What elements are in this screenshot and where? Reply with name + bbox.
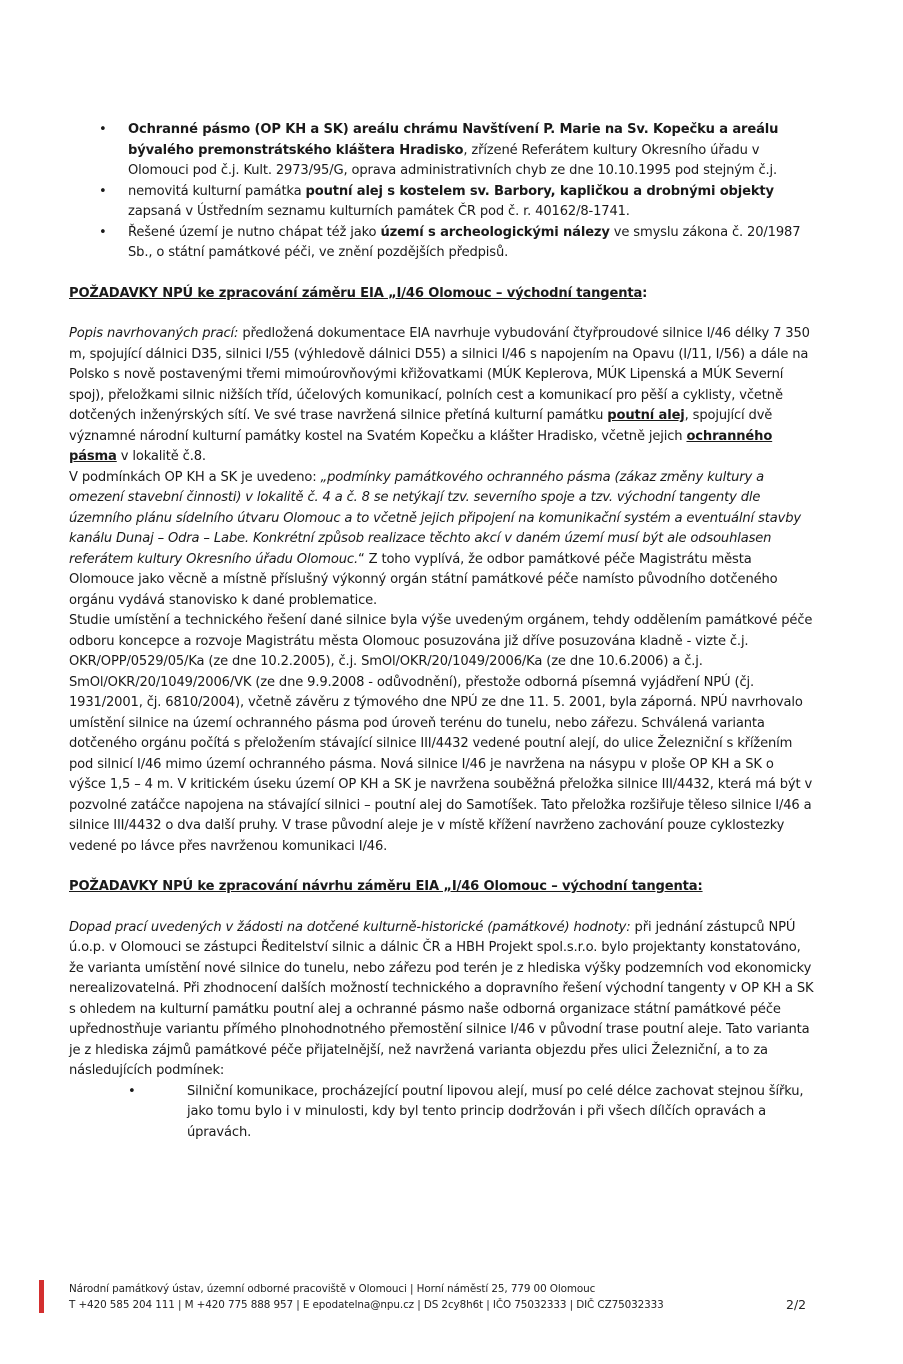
bold-text: území s archeologickými nálezy <box>380 224 610 240</box>
link-ochranne-pasmo: ochranného pásma <box>69 428 773 464</box>
paragraph-study: Studie umístění a technického řešení dané silnice byla výše uvedeným orgánem, tehdy oddělením památkové péče odboru koncepce a rozvoje Magistrátu města Olomouc posuzována již dříve posuzována kladně - vizte č.j. OKR/OPP/0529/05/Ka (ze dne 10.2.2005), č.j. SmOl/OKR/20/1049/2006/Ka (ze dne 10.6.2006) a č.j. SmOl/OKR/20/1049/2006/VK (ze dne 9.9.2008 - odůvodnění), přestože odborná písemná vyjádření NPÚ (čj. 1931/2001, čj. 6810/2004), včetně závěru z týmového dne NPÚ ze dne 11. 5. 2001, byla záporná. NPÚ navrhovalo umístění silnice na území ochranného pásma pod úroveň terénu do tunelu, nebo zářezu. Schválená varianta dotčeného orgánu počítá s přeložením stávající silnice III/4432 vedené poutní alejí, do ulice Železniční s křížením pod silnicí I/46 mimo území ochranného pásma. Nová silnice I/46 je navržena na násypu v ploše OP KH a SK o výšce 1,5 – 4 m. V kritickém úseku území OP KH a SK je navržena souběžná přeložka silnice III/4432, která má být v pozvolné zatáčce napojena na stávající silnici – poutní alej do Samotíšek. Tato přeložka rozšiřuje těleso silnice I/46 a silnice III/4432 o dva další pruhy. V trase původní aleje je v místě křížení navrženo zachování pouze cyklostezky vedené po lávce přes navrženou komunikaci I/46. <box>69 613 813 854</box>
footer-contacts: T +420 585 204 111 | M +420 775 888 957 | E epodatelna@npu.cz | DS 2cy8h6t | IČO 75032333 | DIČ CZ75032333 <box>69 1298 664 1311</box>
paragraph-description: Popis navrhovaných prací: předložená dokumentace EIA navrhuje vybudování čtyřproudové silnice I/46 délky 7 350 m, spojující dálnici D35, silnici I/55 (výhledově dálnici D55) a silnici I/46 s napojením na Opavu (I/11, I/56) a dále na Polsko s nově postavenými třemi mimoúrovňovými křižovatkami (MÚK Keplerova, MÚK Lipenská a MÚK Severní spoj), přeložkami silnic nižších tříd, účelových komunikací, polních cest a komunikací pro pěší a cyklisty, včetně dotčených inženýrských sítí. Ve své trase navržená silnice přetíná kulturní památku poutní alej, spojující dvě významné národní kulturní památky kostel na Svatém Kopečku a klášter Hradisko, včetně jejich ochranného pásma v lokalitě č.8. <box>69 326 810 464</box>
section-heading-1: POŽADAVKY NPÚ ke zpracování záměru EIA „I/46 Olomouc – východní tangenta: <box>69 285 648 301</box>
paragraph-impact: Dopad prací uvedených v žádosti na dotčené kulturně-historické (památkové) hodnoty: při jednání zástupců NPÚ ú.o.p. v Olomouci se zástupci Ředitelství silnic a dálnic ČR a HBH Projekt spol.s.r.o. bylo projektanty konstatováno, že varianta umístění nové silnice do tunelu, nebo zářezu pod terén je z hlediska výšky podzemních vod ekonomicky nerealizovatelná. Při zhodnocení dalších možností technického a dopravního řešení východní tangenty v OP KH a SK s ohledem na kulturní památku poutní alej a ochranné pásmo naše odborná organizace státní památkové péče upřednostňuje variantu přímého plnohodnotného přemostění silnice I/46 v původní trase poutní aleje. Tato varianta je z hlediska zájmů památkové péče přijatelnější, než navržená varianta objezdu přes ulici Železniční, a to za následujících podmínek: <box>69 919 814 1078</box>
footer <box>69 1282 664 1313</box>
paragraph-conditions: V podmínkách OP KH a SK je uvedeno: „podmínky památkového ochranného pásma (zákaz změny kultury a omezení stavební činnosti) v lokalitě č. 4 a č. 8 se netýkají tzv. severního spoje a tzv. východní tangenty dle územního plánu sídelního útvaru Olomouc a to včetně jejich připojení na komunikační systém a eventuální stavby kanálu Dunaj – Odra – Labe. Konkrétní způsob realizace těchto akcí v daném území musí být ale odsouhlasen referátem kultury Okresního úřadu Olomouc.“ Z toho vyplívá, že odbor památkové péče Magistrátu města Olomouce jako věcně a místně příslušný výkonný orgán státní památkové péče namísto původního dotčeného orgánu vydává stanovisko k dané problematice. <box>69 469 801 608</box>
bullet-icon: • <box>99 122 107 137</box>
footer-address: Národní památkový ústav, územní odborné pracoviště v Olomouci | Horní náměstí 25, 779 00 Olomouc <box>69 1283 596 1295</box>
page-number: 2/2 <box>786 1297 807 1312</box>
list-item: • nemovitá kulturní památka poutní alej s kostelem sv. Barbory, kapličkou a drobnými objekty zapsaná v Ústředním seznamu kulturních památek ČR pod č. r. 40162/8-1741. <box>99 183 774 219</box>
link-poutni-alej: poutní alej <box>607 408 685 423</box>
bold-text: poutní alej s kostelem sv. Barbory, kapličkou a drobnými objekty <box>305 183 774 199</box>
bold-text: Ochranné pásmo (OP KH a SK) areálu chrámu Navštívení P. Marie na Sv. Kopečku a areálu bývalého premonstrátského kláštera Hradisko <box>128 122 779 158</box>
bullet-icon: • <box>99 183 107 199</box>
footer-accent-bar <box>39 1280 44 1313</box>
list-item: • Silniční komunikace, procházející poutní lipovou alejí, musí po celé délce zachovat stejnou šířku, jako tomu bylo i v minulosti, kdy byl tento princip dodržován i při všech dílčích opravách a úpravách. <box>128 1083 804 1140</box>
bullet-icon: • <box>99 224 107 240</box>
conditions-list <box>69 1082 814 1144</box>
list-item: • Ochranné pásmo (OP KH a SK) areálu chrámu Navštívení P. Marie na Sv. Kopečku a areálu bývalého premonstrátského kláštera Hradisko, zřízené Referátem kultury Okresního úřadu v Olomouci pod č.j. Kult. 2973/95/G, oprava administrativních chyb ze dne 10.10.1995 pod stejným č.j. <box>99 122 779 178</box>
document-page <box>69 120 814 1143</box>
section-heading-2: POŽADAVKY NPÚ ke zpracování návrhu záměru EIA „I/46 Olomouc – východní tangenta: <box>69 879 703 894</box>
bullet-icon: • <box>128 1083 136 1099</box>
list-item: • Řešené území je nutno chápat též jako území s archeologickými nálezy ve smyslu zákona č. 20/1987 Sb., o státní památkové péči, ve znění pozdějších předpisů. <box>99 224 801 260</box>
protection-list <box>69 120 814 264</box>
